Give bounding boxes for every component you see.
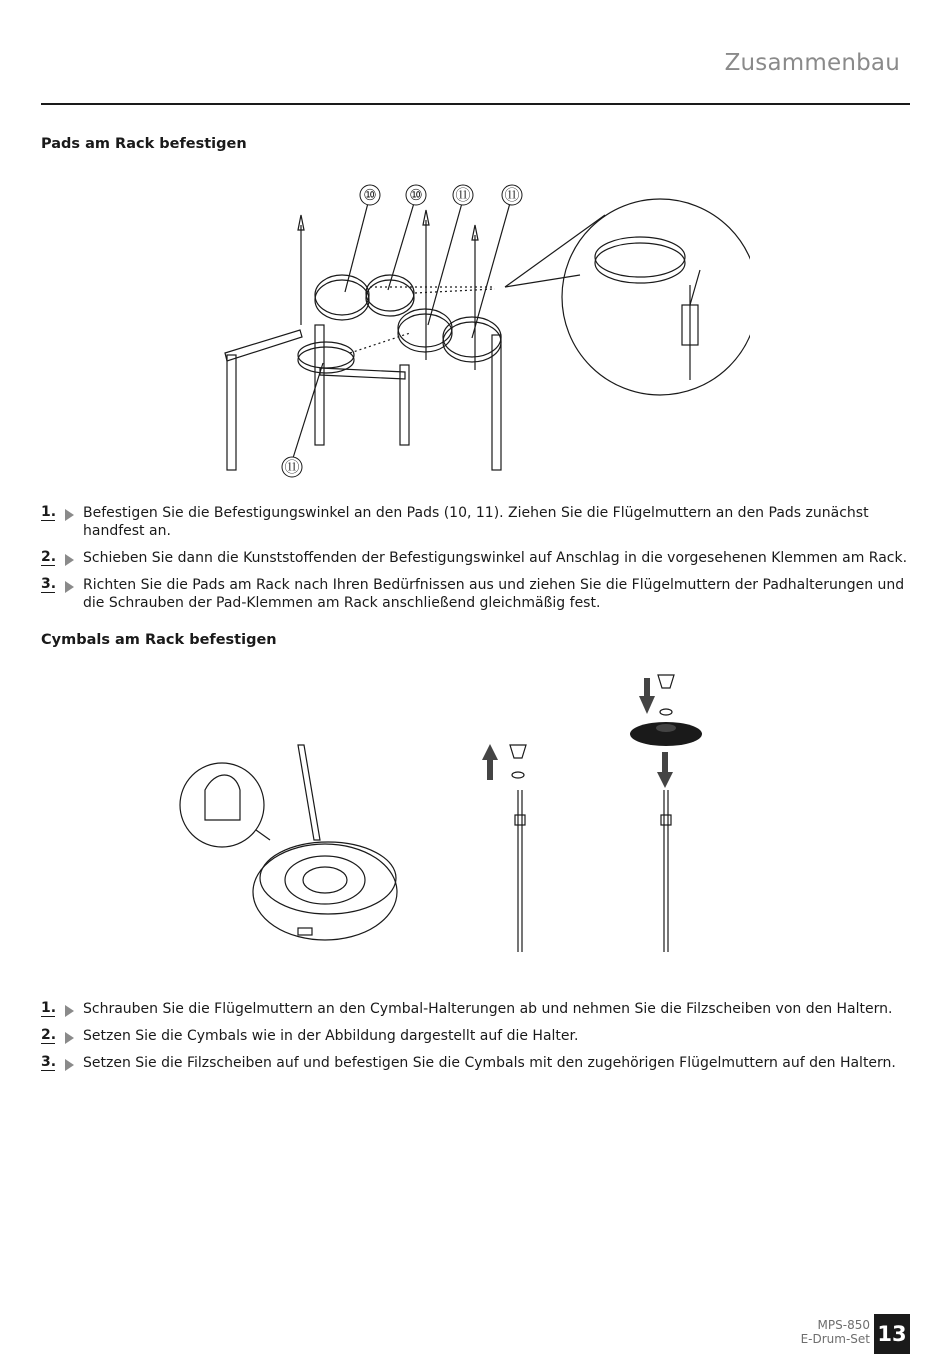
step-text: Richten Sie die Pads am Rack nach Ihren Bedürfnissen aus und ziehen Sie die Flügelmuttern der Padhalterungen und die Schrauben der Pad-Klemmen am Rack anschließend gleichmäßig fest. (83, 577, 905, 611)
pads-step (41, 576, 914, 612)
step-number: 2. (41, 549, 57, 565)
step-arrow-icon (65, 554, 74, 566)
step-number: 1. (41, 1000, 57, 1016)
step-arrow-icon (65, 509, 74, 521)
footer-product-info (801, 1318, 870, 1346)
step-text: Schrauben Sie die Flügelmuttern an den Cymbal-Halterungen ab und nehmen Sie die Filzscheiben von den Haltern. (83, 1001, 893, 1017)
step-text: Befestigen Sie die Befestigungswinkel an den Pads (10, 11). Ziehen Sie die Flügelmuttern an den Pads zunächst handfest an. (83, 505, 869, 539)
cymbals-steps-list (41, 1000, 914, 1081)
cymbals-step (41, 1054, 914, 1072)
footer-model: MPS-850 (817, 1318, 870, 1332)
step-number: 3. (41, 1054, 57, 1070)
cymbals-step (41, 1000, 914, 1018)
page-header-title: Zusammenbau (724, 50, 900, 76)
pads-steps-list (41, 504, 914, 621)
step-arrow-icon (65, 581, 74, 593)
callout-11-c: ⑪ (284, 458, 300, 476)
pads-step (41, 549, 914, 567)
callout-11-b: ⑪ (504, 186, 520, 204)
header-rule (41, 103, 910, 105)
step-number: 2. (41, 1027, 57, 1043)
step-number: 3. (41, 576, 57, 592)
pads-rack-illustration (210, 175, 750, 485)
cymbals-step (41, 1027, 914, 1045)
step-number: 1. (41, 504, 57, 520)
callout-11-a: ⑪ (455, 186, 471, 204)
callout-10-b: ⑩ (409, 186, 423, 204)
step-text: Setzen Sie die Filzscheiben auf und befestigen Sie die Cymbals mit den zugehörigen Flügelmuttern auf den Haltern. (83, 1055, 896, 1071)
step-text: Setzen Sie die Cymbals wie in der Abbildung dargestellt auf die Halter. (83, 1028, 579, 1044)
pads-step (41, 504, 914, 540)
step-arrow-icon (65, 1005, 74, 1017)
callout-10-a: ⑩ (363, 186, 377, 204)
cymbals-section-title: Cymbals am Rack befestigen (41, 632, 277, 648)
step-text: Schieben Sie dann die Kunststoffenden der Befestigungswinkel auf Anschlag in die vorgesehenen Klemmen am Rack. (83, 550, 908, 566)
cymbals-illustration (170, 670, 730, 960)
footer-product: E-Drum-Set (800, 1332, 870, 1346)
pads-section-title: Pads am Rack befestigen (41, 136, 247, 152)
step-arrow-icon (65, 1032, 74, 1044)
page-number: 13 (874, 1314, 910, 1354)
step-arrow-icon (65, 1059, 74, 1071)
